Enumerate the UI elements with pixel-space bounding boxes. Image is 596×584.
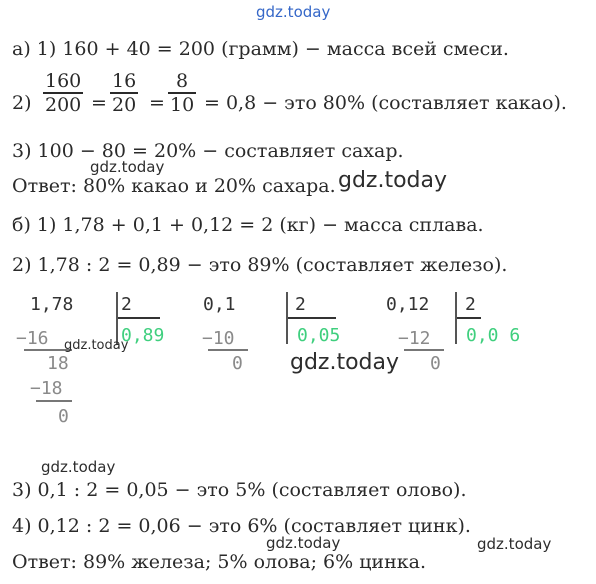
equals-sign: = xyxy=(91,92,107,114)
line-a1: а) 1) 160 + 40 = 200 (грамм) − масса всей смеси. xyxy=(12,38,509,60)
fraction-denominator: 200 xyxy=(45,93,82,116)
fraction-numerator: 160 xyxy=(45,70,82,92)
line-b2: 2) 1,78 : 2 = 0,89 − это 89% (составляет железо). xyxy=(12,254,508,276)
division-2-step: 0 xyxy=(232,353,243,374)
watermark-top: gdz.today xyxy=(256,3,331,21)
watermark: gdz.today xyxy=(90,158,165,176)
division-1-dividend: 1,78 xyxy=(30,294,74,315)
fraction-16-20 xyxy=(110,70,138,116)
watermark-large: gdz.today xyxy=(338,168,448,193)
watermark: gdz.today xyxy=(41,458,116,476)
line-a3: 3) 100 − 80 = 20% − составляет сахар. xyxy=(12,140,404,162)
equals-sign: = xyxy=(149,92,165,114)
division-1-step: −16 xyxy=(16,328,49,349)
division-2-step: −10 xyxy=(202,328,235,349)
division-3-step-line xyxy=(404,349,444,351)
division-1-step: 18 xyxy=(47,353,69,374)
division-1-divisor: 2 xyxy=(121,294,132,315)
fraction-8-10 xyxy=(168,70,196,116)
division-3-dividend: 0,12 xyxy=(386,294,430,315)
division-2-divisor-line xyxy=(288,317,336,319)
division-3-step: 0 xyxy=(430,353,441,374)
line-b4: 4) 0,12 : 2 = 0,06 − это 6% (составляет цинк). xyxy=(12,515,471,537)
fraction-denominator: 20 xyxy=(112,93,137,116)
division-1-step: 0 xyxy=(58,406,69,427)
division-1-step: −18 xyxy=(30,378,63,399)
division-2-step-line xyxy=(208,349,248,351)
line-b3: 3) 0,1 : 2 = 0,05 − это 5% (составляет олово). xyxy=(12,479,467,501)
line-a-answer: Ответ: 80% какао и 20% сахара. xyxy=(12,175,336,197)
line-a2-result: = 0,8 − это 80% (составляет какао). xyxy=(204,92,567,114)
fraction-160-200 xyxy=(43,70,83,116)
watermark-large: gdz.today xyxy=(290,350,400,375)
division-1-divisor-line xyxy=(118,317,160,319)
division-1-quotient: 0,89 xyxy=(121,325,165,346)
division-3-quotient: 0,0 6 xyxy=(466,325,521,346)
division-3-divisor: 2 xyxy=(465,294,476,315)
line-b-answer: Ответ: 89% железа; 5% олова; 6% цинка. xyxy=(12,551,426,573)
watermark-small: gdz.today xyxy=(64,338,129,353)
fraction-numerator: 16 xyxy=(112,70,137,92)
division-2-quotient: 0,05 xyxy=(297,325,341,346)
division-3-divisor-line xyxy=(457,317,481,319)
fraction-denominator: 10 xyxy=(170,93,195,116)
division-2-dividend: 0,1 xyxy=(203,294,236,315)
line-b1: б) 1) 1,78 + 0,1 + 0,12 = 2 (кг) − масса сплава. xyxy=(12,214,484,236)
watermark: gdz.today xyxy=(477,535,552,553)
division-2-divisor: 2 xyxy=(295,294,306,315)
fraction-numerator: 8 xyxy=(176,70,189,92)
line-a2-prefix: 2) xyxy=(12,92,32,114)
watermark: gdz.today xyxy=(266,534,341,552)
division-3-step: −12 xyxy=(398,328,431,349)
division-1-step-line xyxy=(36,400,72,402)
